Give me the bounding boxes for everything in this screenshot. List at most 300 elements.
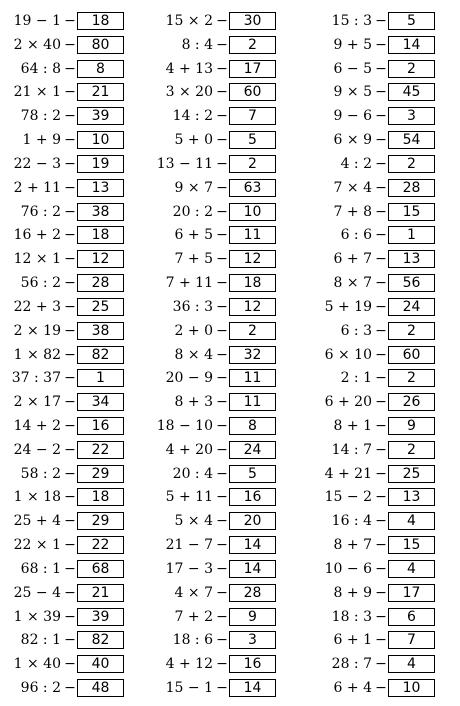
- answer-box: 11: [229, 393, 276, 411]
- problem-row: [0, 80, 124, 104]
- equals-dash: −: [216, 537, 228, 554]
- equals-dash: −: [216, 36, 228, 53]
- problem-expression: 82 : 1: [20, 632, 61, 649]
- equals-dash: −: [64, 227, 76, 244]
- answer-box: 1: [77, 369, 124, 387]
- problem-row: [302, 9, 435, 33]
- problem-expression: 1 × 39: [13, 608, 61, 625]
- problem-expression: 14 + 2: [13, 417, 61, 434]
- problem-expression: 13 − 11: [156, 155, 213, 172]
- problem-expression: 1 × 82: [13, 346, 61, 363]
- problem-expression: 25 − 4: [13, 584, 61, 601]
- equals-dash: −: [216, 251, 228, 268]
- answer-box: 7: [229, 107, 276, 125]
- problem-expression: 22 − 3: [13, 155, 61, 172]
- problem-expression: 58 : 2: [20, 465, 61, 482]
- answer-box: 6: [388, 608, 435, 626]
- problem-expression: 36 : 3: [172, 298, 213, 315]
- equals-dash: −: [216, 656, 228, 673]
- equals-dash: −: [64, 656, 76, 673]
- equals-dash: −: [375, 108, 387, 125]
- equals-dash: −: [375, 322, 387, 339]
- problem-row: [143, 462, 276, 486]
- equals-dash: −: [64, 251, 76, 268]
- equals-dash: −: [64, 394, 76, 411]
- problem-row: [302, 509, 435, 533]
- problem-expression: 15 − 2: [324, 489, 372, 506]
- problem-row: [302, 390, 435, 414]
- equals-dash: −: [375, 275, 387, 292]
- answer-box: 82: [77, 631, 124, 649]
- answer-box: 21: [77, 83, 124, 101]
- problem-expression: 64 : 8: [20, 60, 61, 77]
- answer-box: 10: [77, 131, 124, 149]
- answer-box: 21: [77, 584, 124, 602]
- problem-row: [143, 533, 276, 557]
- equals-dash: −: [64, 36, 76, 53]
- problem-expression: 2 : 1: [340, 370, 372, 387]
- equals-dash: −: [375, 441, 387, 458]
- problem-row: [143, 200, 276, 224]
- answer-box: 8: [77, 60, 124, 78]
- answer-box: 2: [388, 155, 435, 173]
- problem-expression: 1 + 9: [22, 132, 61, 149]
- problem-expression: 2 × 19: [13, 322, 61, 339]
- problem-expression: 8 + 9: [333, 584, 372, 601]
- problem-expression: 9 − 6: [333, 108, 372, 125]
- equals-dash: −: [375, 370, 387, 387]
- problem-row: [302, 462, 435, 486]
- answer-box: 10: [388, 679, 435, 697]
- answer-box: 32: [229, 346, 276, 364]
- problem-row: [0, 33, 124, 57]
- problem-expression: 1 × 18: [13, 489, 61, 506]
- problem-expression: 8 + 3: [174, 394, 213, 411]
- equals-dash: −: [375, 12, 387, 29]
- problem-expression: 5 × 4: [174, 513, 213, 530]
- equals-dash: −: [216, 513, 228, 530]
- problem-expression: 8 × 4: [174, 346, 213, 363]
- problem-row: [302, 557, 435, 581]
- problem-row: [302, 247, 435, 271]
- answer-box: 18: [77, 12, 124, 30]
- problem-expression: 28 : 7: [331, 656, 372, 673]
- problem-expression: 4 + 20: [165, 441, 213, 458]
- answer-box: 24: [229, 441, 276, 459]
- answer-box: 13: [77, 179, 124, 197]
- problem-row: [302, 676, 435, 700]
- equals-dash: −: [375, 84, 387, 101]
- answer-box: 2: [388, 60, 435, 78]
- problem-expression: 8 + 7: [333, 537, 372, 554]
- equals-dash: −: [375, 227, 387, 244]
- problem-column-1: [0, 9, 124, 700]
- equals-dash: −: [64, 132, 76, 149]
- problem-row: [143, 9, 276, 33]
- problem-row: [302, 533, 435, 557]
- equals-dash: −: [375, 489, 387, 506]
- answer-box: 38: [77, 203, 124, 221]
- problem-expression: 2 + 11: [13, 179, 61, 196]
- problem-row: [143, 343, 276, 367]
- answer-box: 39: [77, 107, 124, 125]
- problem-expression: 8 + 1: [333, 417, 372, 434]
- equals-dash: −: [64, 513, 76, 530]
- problem-row: [0, 462, 124, 486]
- problem-row: [0, 509, 124, 533]
- problem-row: [143, 390, 276, 414]
- equals-dash: −: [216, 108, 228, 125]
- answer-box: 28: [229, 584, 276, 602]
- problem-expression: 21 × 1: [13, 84, 61, 101]
- equals-dash: −: [64, 537, 76, 554]
- problem-row: [302, 319, 435, 343]
- answer-box: 5: [388, 12, 435, 30]
- equals-dash: −: [375, 203, 387, 220]
- equals-dash: −: [216, 465, 228, 482]
- answer-box: 13: [388, 250, 435, 268]
- problem-expression: 6 + 7: [333, 251, 372, 268]
- problem-row: [302, 152, 435, 176]
- equals-dash: −: [375, 632, 387, 649]
- problem-row: [143, 176, 276, 200]
- answer-box: 29: [77, 465, 124, 483]
- answer-box: 2: [388, 322, 435, 340]
- equals-dash: −: [216, 632, 228, 649]
- answer-box: 2: [229, 155, 276, 173]
- equals-dash: −: [216, 489, 228, 506]
- equals-dash: −: [375, 560, 387, 577]
- answer-box: 18: [77, 488, 124, 506]
- equals-dash: −: [375, 60, 387, 77]
- problem-row: [302, 629, 435, 653]
- problem-expression: 5 + 19: [324, 298, 372, 315]
- problem-row: [0, 104, 124, 128]
- problem-expression: 8 : 4: [181, 36, 213, 53]
- equals-dash: −: [216, 608, 228, 625]
- problem-expression: 96 : 2: [20, 680, 61, 697]
- equals-dash: −: [64, 179, 76, 196]
- problem-expression: 6 × 10: [324, 346, 372, 363]
- equals-dash: −: [216, 441, 228, 458]
- equals-dash: −: [64, 632, 76, 649]
- problem-row: [302, 438, 435, 462]
- problem-row: [143, 629, 276, 653]
- problem-expression: 6 + 20: [324, 394, 372, 411]
- equals-dash: −: [64, 155, 76, 172]
- equals-dash: −: [216, 179, 228, 196]
- problem-row: [0, 200, 124, 224]
- answer-box: 28: [77, 274, 124, 292]
- answer-box: 4: [388, 560, 435, 578]
- equals-dash: −: [64, 203, 76, 220]
- problem-expression: 17 − 3: [165, 560, 213, 577]
- problem-row: [0, 152, 124, 176]
- problem-expression: 2 + 0: [174, 322, 213, 339]
- equals-dash: −: [375, 584, 387, 601]
- equals-dash: −: [64, 489, 76, 506]
- equals-dash: −: [375, 132, 387, 149]
- answer-box: 14: [388, 36, 435, 54]
- problem-expression: 4 + 21: [324, 465, 372, 482]
- answer-box: 12: [229, 250, 276, 268]
- answer-box: 17: [229, 60, 276, 78]
- problem-row: [302, 176, 435, 200]
- problem-row: [143, 414, 276, 438]
- answer-box: 11: [229, 369, 276, 387]
- problem-expression: 4 × 7: [174, 584, 213, 601]
- problem-row: [143, 57, 276, 81]
- equals-dash: −: [216, 298, 228, 315]
- problem-row: [302, 271, 435, 295]
- problem-expression: 6 × 9: [333, 132, 372, 149]
- answer-box: 14: [229, 536, 276, 554]
- answer-box: 25: [388, 465, 435, 483]
- problem-row: [143, 605, 276, 629]
- answer-box: 18: [77, 226, 124, 244]
- problem-expression: 6 + 1: [333, 632, 372, 649]
- problem-expression: 20 : 4: [172, 465, 213, 482]
- answer-box: 10: [229, 203, 276, 221]
- equals-dash: −: [375, 537, 387, 554]
- problem-expression: 16 + 2: [13, 227, 61, 244]
- answer-box: 3: [229, 631, 276, 649]
- problem-row: [143, 271, 276, 295]
- problem-row: [302, 295, 435, 319]
- problem-row: [302, 581, 435, 605]
- equals-dash: −: [216, 275, 228, 292]
- equals-dash: −: [216, 84, 228, 101]
- answer-box: 48: [77, 679, 124, 697]
- problem-expression: 3 × 20: [165, 84, 213, 101]
- problem-expression: 12 × 1: [13, 251, 61, 268]
- equals-dash: −: [216, 394, 228, 411]
- equals-dash: −: [375, 680, 387, 697]
- problem-expression: 15 − 1: [165, 680, 213, 697]
- problem-expression: 7 + 8: [333, 203, 372, 220]
- problem-row: [302, 223, 435, 247]
- problem-row: [143, 104, 276, 128]
- problem-row: [0, 652, 124, 676]
- equals-dash: −: [375, 155, 387, 172]
- problem-row: [0, 605, 124, 629]
- problem-row: [143, 676, 276, 700]
- problem-expression: 18 : 3: [331, 608, 372, 625]
- equals-dash: −: [216, 60, 228, 77]
- equals-dash: −: [375, 346, 387, 363]
- equals-dash: −: [64, 84, 76, 101]
- equals-dash: −: [64, 108, 76, 125]
- equals-dash: −: [64, 298, 76, 315]
- equals-dash: −: [216, 584, 228, 601]
- problem-row: [0, 128, 124, 152]
- equals-dash: −: [64, 560, 76, 577]
- problem-expression: 20 − 9: [165, 370, 213, 387]
- problem-expression: 5 + 11: [165, 489, 213, 506]
- problem-expression: 7 + 11: [165, 275, 213, 292]
- problem-row: [0, 271, 124, 295]
- answer-box: 22: [77, 441, 124, 459]
- answer-box: 1: [388, 226, 435, 244]
- answer-box: 38: [77, 322, 124, 340]
- answer-box: 17: [388, 584, 435, 602]
- answer-box: 8: [229, 417, 276, 435]
- problem-row: [302, 605, 435, 629]
- problem-expression: 7 + 5: [174, 251, 213, 268]
- answer-box: 82: [77, 346, 124, 364]
- equals-dash: −: [216, 370, 228, 387]
- problem-row: [0, 581, 124, 605]
- problem-expression: 68 : 1: [20, 560, 61, 577]
- answer-box: 39: [77, 608, 124, 626]
- problem-expression: 22 × 1: [13, 537, 61, 554]
- answer-box: 34: [77, 393, 124, 411]
- answer-box: 28: [388, 179, 435, 197]
- answer-box: 14: [229, 560, 276, 578]
- problem-expression: 56 : 2: [20, 275, 61, 292]
- problem-expression: 7 + 2: [174, 608, 213, 625]
- answer-box: 80: [77, 36, 124, 54]
- problem-expression: 6 : 6: [340, 227, 372, 244]
- problem-row: [0, 676, 124, 700]
- answer-box: 30: [229, 12, 276, 30]
- equals-dash: −: [216, 560, 228, 577]
- problem-expression: 8 × 7: [333, 275, 372, 292]
- equals-dash: −: [64, 60, 76, 77]
- problem-expression: 14 : 2: [172, 108, 213, 125]
- problem-row: [0, 9, 124, 33]
- problem-row: [143, 295, 276, 319]
- problem-expression: 9 + 5: [333, 36, 372, 53]
- problem-expression: 24 − 2: [13, 441, 61, 458]
- equals-dash: −: [64, 322, 76, 339]
- equals-dash: −: [375, 656, 387, 673]
- equals-dash: −: [64, 417, 76, 434]
- equals-dash: −: [375, 298, 387, 315]
- problem-expression: 78 : 2: [20, 108, 61, 125]
- equals-dash: −: [375, 179, 387, 196]
- problem-row: [302, 486, 435, 510]
- answer-box: 45: [388, 83, 435, 101]
- answer-box: 14: [229, 679, 276, 697]
- problem-row: [0, 438, 124, 462]
- problem-expression: 37 : 37: [11, 370, 61, 387]
- problem-row: [0, 366, 124, 390]
- problem-row: [143, 128, 276, 152]
- problem-row: [0, 319, 124, 343]
- problem-row: [143, 247, 276, 271]
- answer-box: 2: [229, 36, 276, 54]
- problem-row: [143, 486, 276, 510]
- problem-expression: 16 : 4: [331, 513, 372, 530]
- problem-expression: 6 : 3: [340, 322, 372, 339]
- answer-box: 40: [77, 655, 124, 673]
- problem-row: [143, 581, 276, 605]
- problem-row: [0, 247, 124, 271]
- equals-dash: −: [216, 322, 228, 339]
- equals-dash: −: [375, 465, 387, 482]
- equals-dash: −: [64, 370, 76, 387]
- problem-expression: 18 : 6: [172, 632, 213, 649]
- answer-box: 16: [77, 417, 124, 435]
- answer-box: 56: [388, 274, 435, 292]
- equals-dash: −: [64, 465, 76, 482]
- problem-expression: 1 × 40: [13, 656, 61, 673]
- equals-dash: −: [64, 275, 76, 292]
- equals-dash: −: [216, 680, 228, 697]
- problem-row: [143, 366, 276, 390]
- answer-box: 5: [229, 465, 276, 483]
- problem-expression: 76 : 2: [20, 203, 61, 220]
- problem-expression: 2 × 17: [13, 394, 61, 411]
- equals-dash: −: [375, 394, 387, 411]
- answer-box: 7: [388, 631, 435, 649]
- answer-box: 60: [229, 83, 276, 101]
- answer-box: 2: [388, 369, 435, 387]
- answer-box: 3: [388, 107, 435, 125]
- problem-expression: 4 + 13: [165, 60, 213, 77]
- problem-row: [0, 343, 124, 367]
- problem-expression: 15 : 3: [331, 12, 372, 29]
- problem-expression: 10 − 6: [324, 560, 372, 577]
- problem-row: [0, 176, 124, 200]
- problem-expression: 6 − 5: [333, 60, 372, 77]
- problem-row: [302, 57, 435, 81]
- problem-row: [143, 223, 276, 247]
- problem-expression: 9 × 5: [333, 84, 372, 101]
- answer-box: 16: [229, 655, 276, 673]
- answer-box: 60: [388, 346, 435, 364]
- problem-row: [302, 128, 435, 152]
- equals-dash: −: [375, 36, 387, 53]
- answer-box: 54: [388, 131, 435, 149]
- answer-box: 5: [229, 131, 276, 149]
- answer-box: 4: [388, 512, 435, 530]
- answer-box: 19: [77, 155, 124, 173]
- problem-column-2: [143, 9, 276, 700]
- problem-expression: 15 × 2: [165, 12, 213, 29]
- answer-box: 15: [388, 203, 435, 221]
- problem-row: [302, 343, 435, 367]
- problem-row: [302, 366, 435, 390]
- answer-box: 4: [388, 655, 435, 673]
- equals-dash: −: [64, 346, 76, 363]
- equals-dash: −: [216, 132, 228, 149]
- answer-box: 13: [388, 488, 435, 506]
- problem-row: [0, 57, 124, 81]
- problem-row: [302, 200, 435, 224]
- problem-expression: 25 + 4: [13, 513, 61, 530]
- answer-box: 18: [229, 274, 276, 292]
- problem-expression: 2 × 40: [13, 36, 61, 53]
- answer-box: 11: [229, 226, 276, 244]
- equals-dash: −: [64, 680, 76, 697]
- problem-expression: 14 : 7: [331, 441, 372, 458]
- answer-box: 68: [77, 560, 124, 578]
- problem-row: [143, 319, 276, 343]
- equals-dash: −: [216, 417, 228, 434]
- problem-row: [0, 414, 124, 438]
- problem-expression: 20 : 2: [172, 203, 213, 220]
- problem-row: [0, 223, 124, 247]
- problem-row: [302, 652, 435, 676]
- problem-row: [0, 390, 124, 414]
- problem-row: [143, 80, 276, 104]
- problem-expression: 7 × 4: [333, 179, 372, 196]
- problem-row: [143, 438, 276, 462]
- problem-row: [0, 486, 124, 510]
- answer-box: 22: [77, 536, 124, 554]
